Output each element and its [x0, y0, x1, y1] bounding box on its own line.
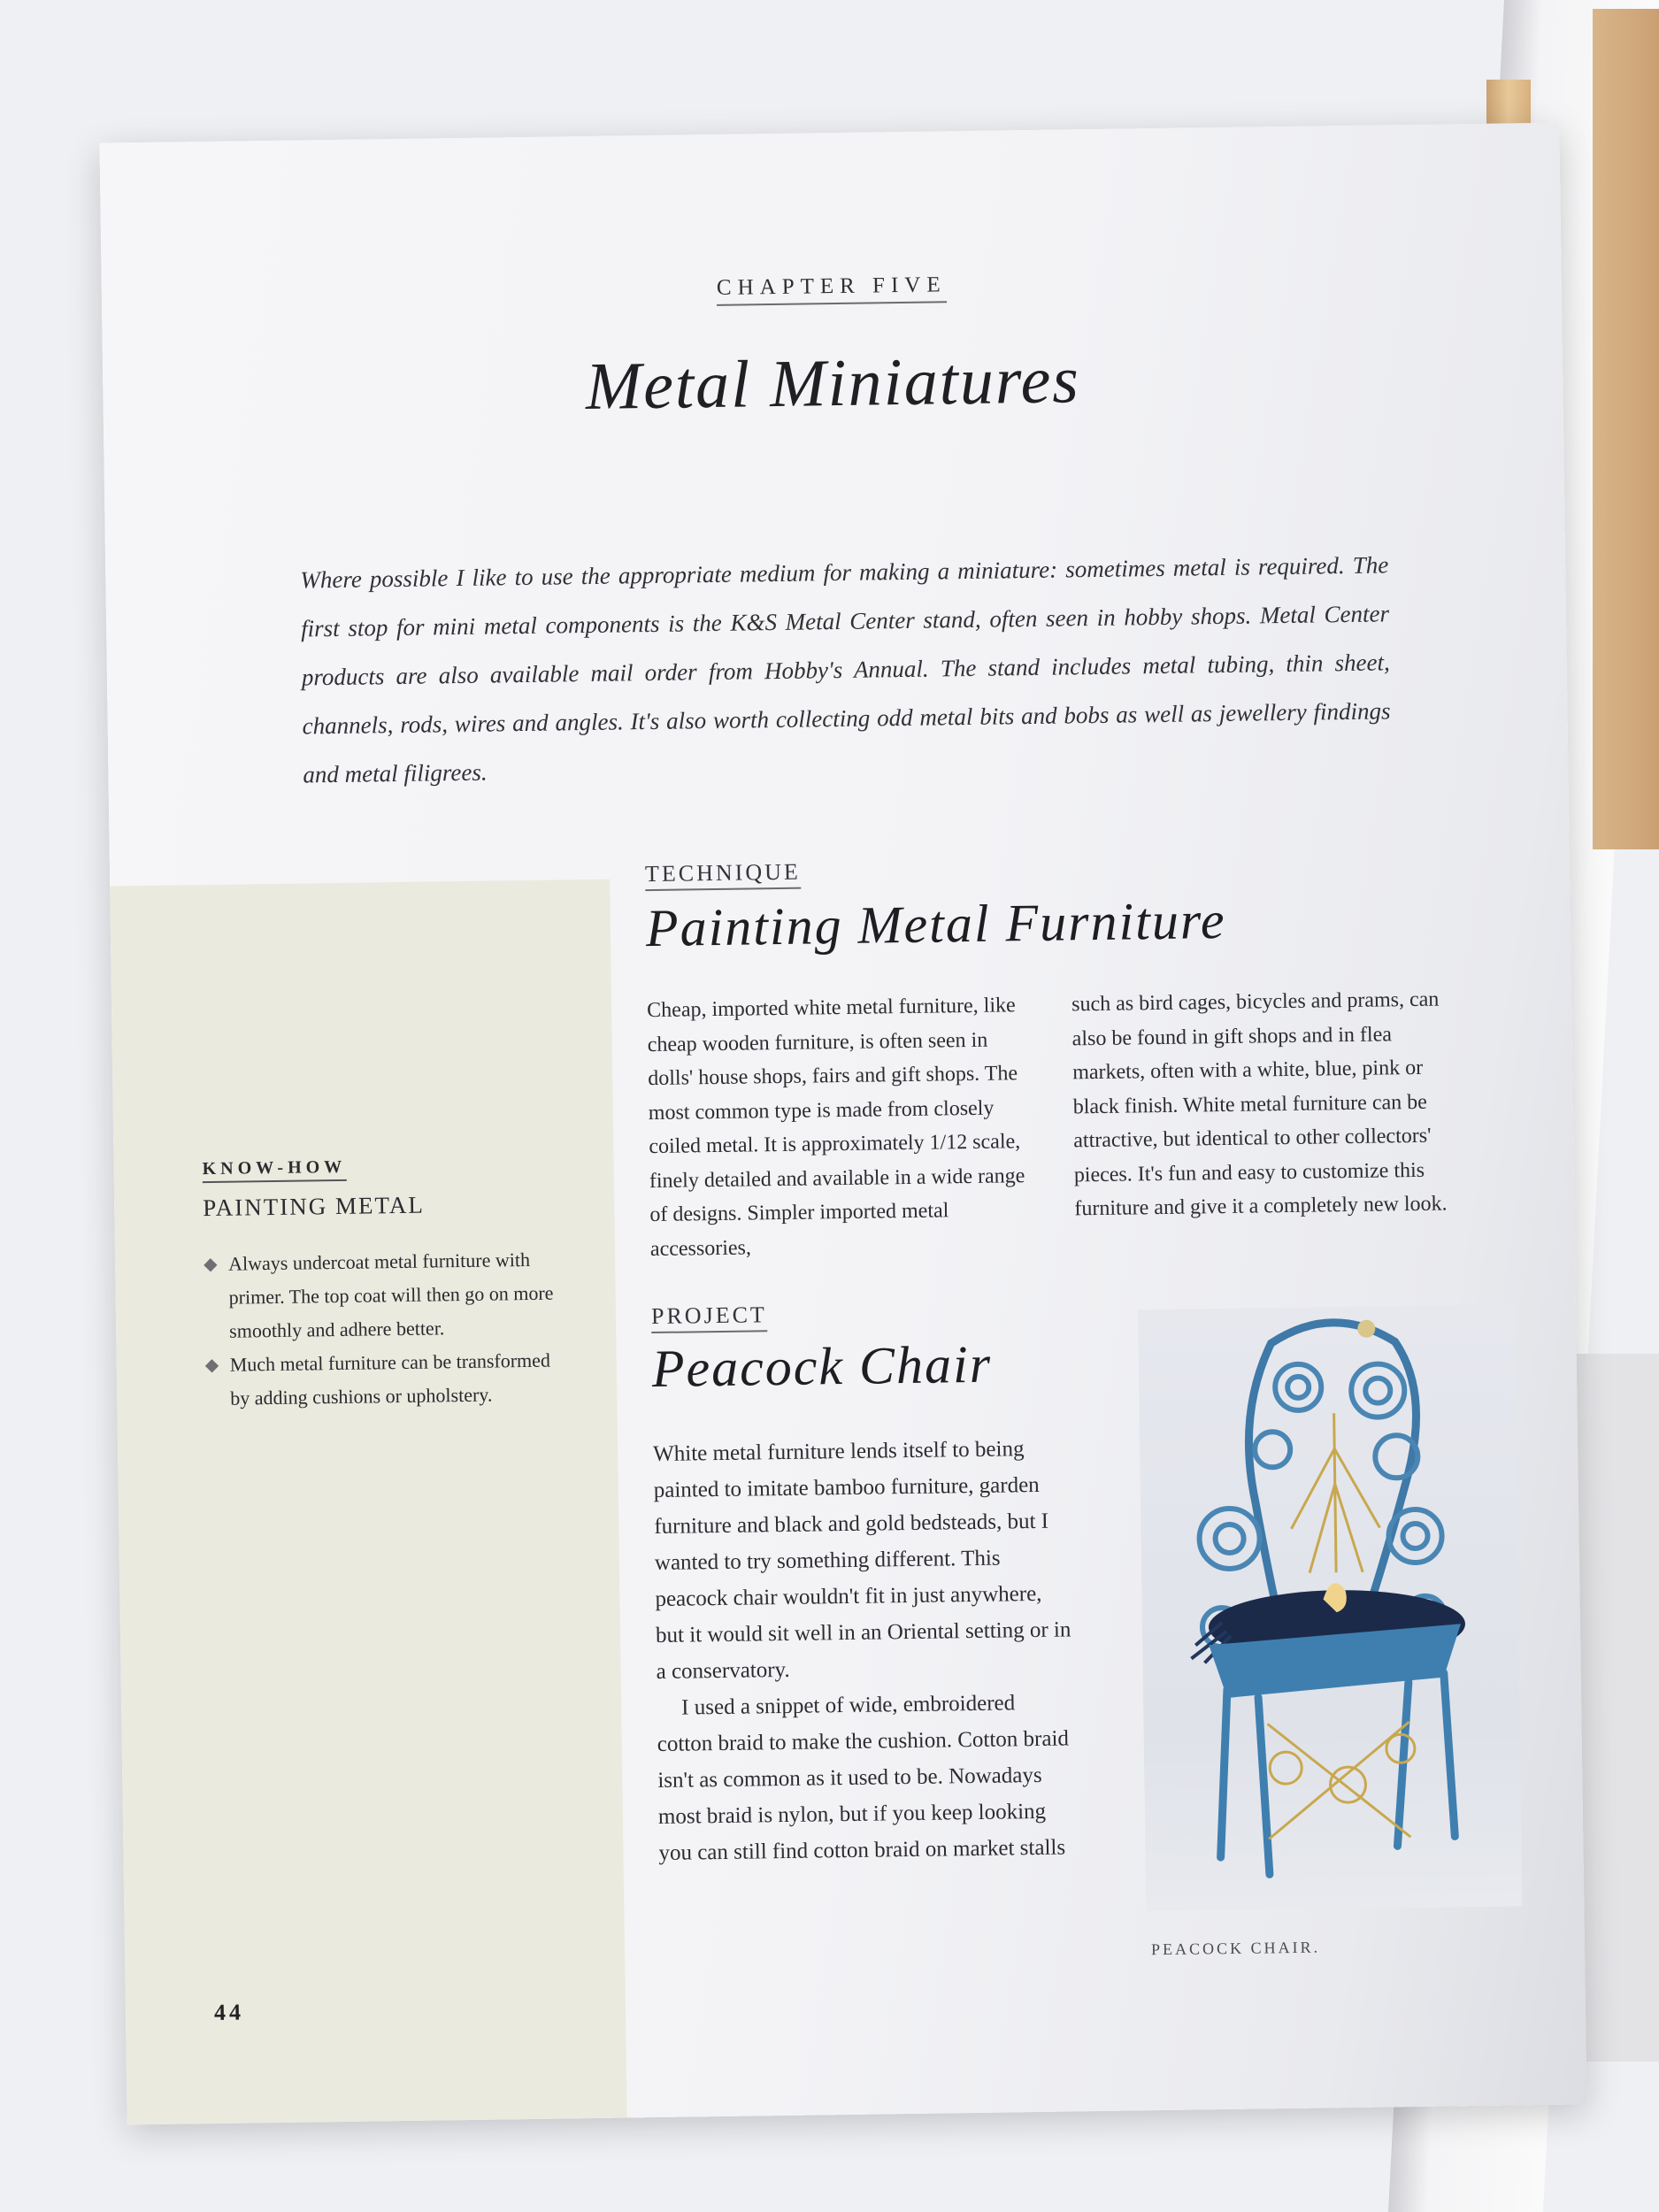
- diamond-bullet-icon: ◆: [203, 1254, 218, 1275]
- tip-item: [204, 1242, 568, 1348]
- photo-caption: PEACOCK CHAIR.: [1150, 1938, 1321, 1959]
- know-how-label: KNOW-HOW: [202, 1157, 346, 1183]
- technique-column-1: Cheap, imported white metal furniture, like cheap wooden furniture, is often seen in dolls' house shops, fairs and gift shops. The most common type is made from closely coiled metal. It is approximately 1/12 scale, finely detailed and available in a wide range of designs. Simpler imported metal accessories,: [647, 994, 1025, 1261]
- know-how-tips: [204, 1242, 569, 1416]
- chapter-label: [102, 265, 1562, 315]
- technique-column-2: such as bird cages, bicycles and prams, can also be found in gift shops and in flea markets, often with a white, blue, pink or black finish. White metal furniture can be attractive, but identical to other collectors' pieces. It's fun and easy to customize this furniture and give it a completely new look.: [1071, 987, 1448, 1221]
- tip-text: Always undercoat metal furniture with primer. The top coat will then go on more smoothly and adhere better.: [227, 1248, 554, 1342]
- project-paragraph-2: I used a snippet of wide, embroidered cotton braid to make the cushion. Cotton braid isn't as common as it used to be. Nowadays most braid is nylon, but if you keep looking you can still find cotton braid on market stalls: [657, 1691, 1070, 1865]
- project-label: PROJECT: [651, 1302, 767, 1333]
- chapter-intro: Where possible I like to use the appropriate medium for making a miniature: sometimes metal is required. The first stop for mini metal components is the K&S Metal Center stand, often seen in hobby shops. Metal Center products are also available mail order from Hobby's Annual. The stand includes metal tubing, thin sheet, channels, rods, wires and angles. It's also worth collecting odd metal bits and bobs as well as jewellery findings and metal filigrees.: [300, 551, 1391, 788]
- tip-item: [204, 1343, 568, 1416]
- tip-text: Much metal furniture can be transformed by adding cushions or upholstery.: [229, 1348, 551, 1409]
- technique-label: TECHNIQUE: [645, 859, 801, 891]
- know-how-panel: [110, 879, 626, 2125]
- project-paragraph-1: White metal furniture lends itself to being painted to imitate bamboo furniture, garden furniture and black and gold bedsteads, but I wanted to try something different. This peacock chair wouldn't fit in just anywhere, but it would sit well in an Oriental setting or in a conservatory.: [653, 1437, 1071, 1685]
- project-title: Peacock Chair: [651, 1334, 993, 1399]
- page-number: 44: [213, 1999, 245, 2026]
- technique-title: Painting Metal Furniture: [645, 890, 1227, 958]
- project-body: [653, 1430, 1075, 1871]
- chapter-title: Metal Miniatures: [585, 342, 1081, 424]
- peacock-chair-photo: [1138, 1304, 1522, 1911]
- diamond-bullet-icon: ◆: [204, 1355, 219, 1376]
- facing-page-photo-2: [1593, 9, 1659, 849]
- know-how-title: PAINTING METAL: [203, 1191, 426, 1222]
- book-page: [99, 123, 1586, 2125]
- peacock-chair-image: [1138, 1304, 1522, 1911]
- chapter-label-text: CHAPTER FIVE: [717, 273, 947, 306]
